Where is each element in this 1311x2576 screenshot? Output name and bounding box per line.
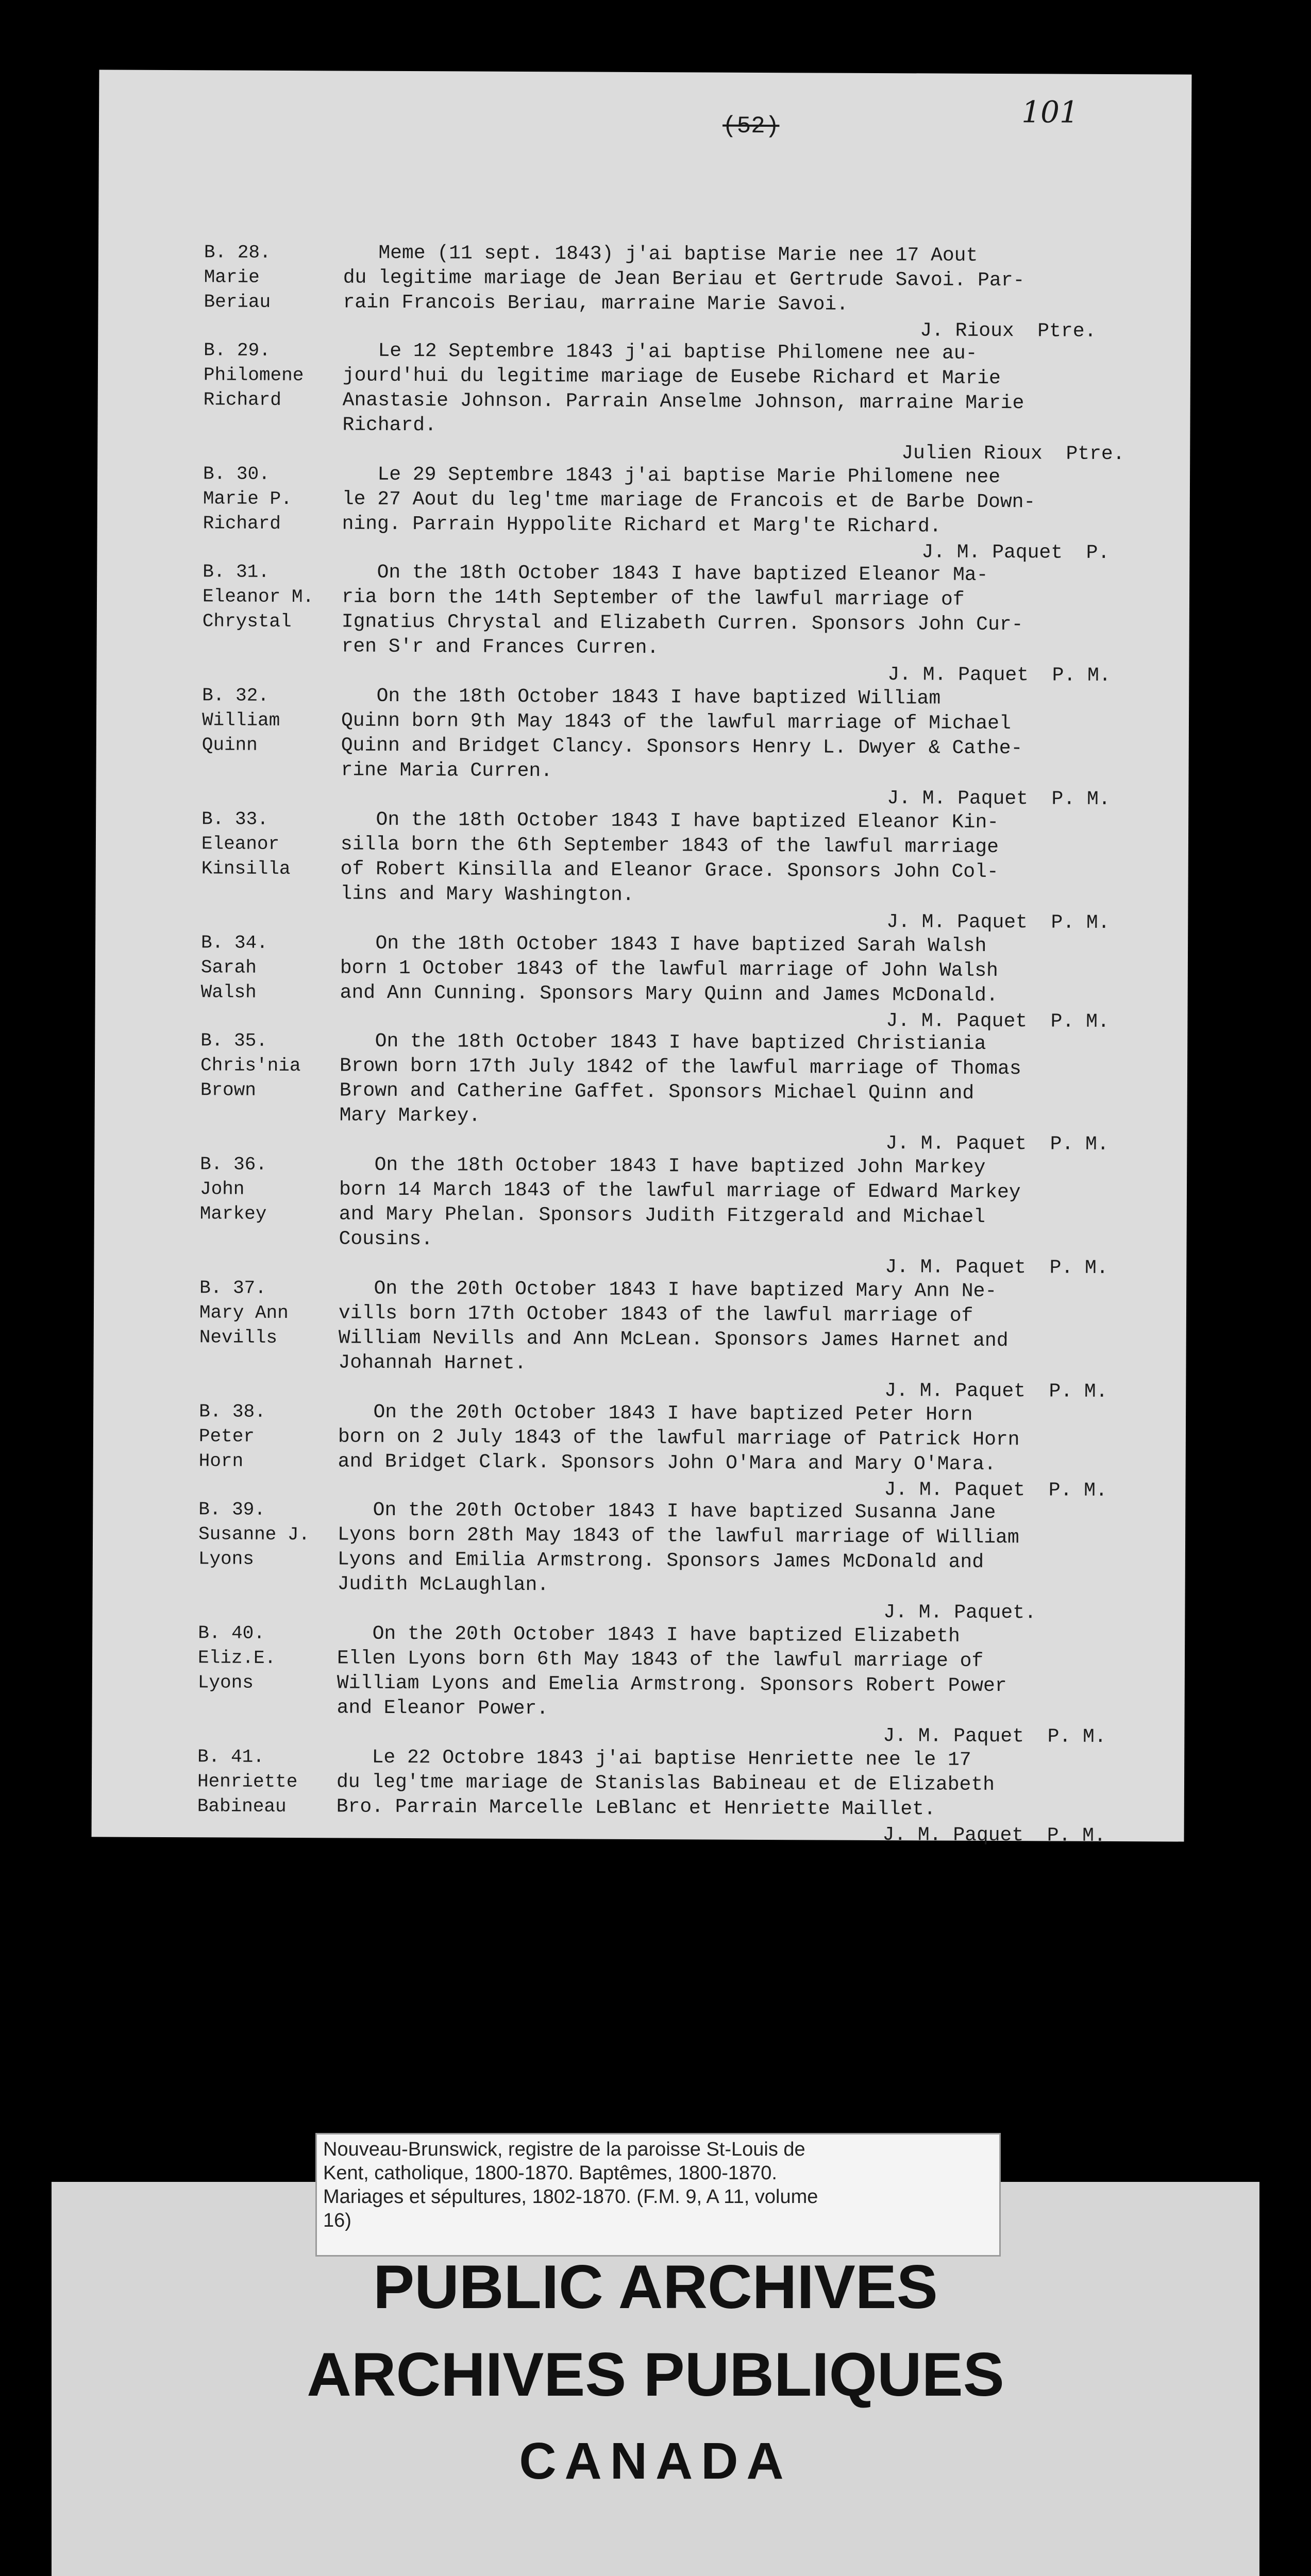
entry-margin-note: B. 30. Marie P. Richard (203, 463, 292, 534)
entry-signature: J. M. Paquet P. M. (886, 911, 1110, 934)
stamp-line-english: PUBLIC ARCHIVES (373, 2252, 938, 2321)
folio-number: 101 (1021, 94, 1079, 130)
entry-text: On the 18th October 1843 I have baptized Sarah Walsh born 1 October 1843 of the lawful marriage of John Walsh and Ann Cunning. Sponsors Mary Quinn and James McDonald. (340, 932, 998, 1007)
entry-margin-note: B. 34. Sarah Walsh (200, 932, 268, 1003)
entry-text: On the 20th October 1843 I have baptized Peter Horn born on 2 July 1843 of the lawful marriage of Patrick Horn and Bridget Clark. Sponsors John O'Mara and Mary O'Mara. (338, 1401, 1020, 1476)
entry-text: On the 20th October 1843 I have baptized Susanna Jane Lyons born 28th May 1843 of the lawful marriage of William Lyons and Emilia Armstrong. Sponsors James McDonald and Judith McLaughlan. (337, 1499, 1019, 1597)
entry-text: On the 18th October 1843 I have baptized Eleanor Kin- silla born the 6th September 1843 of the lawful marriage of Robert Kinsilla and Eleanor Grace. Sponsors John Col- lins and Mary Washington. (340, 808, 999, 906)
entry-signature: J. Rioux Ptre. (920, 319, 1097, 343)
entry-margin-note: B. 32. William Quinn (201, 685, 280, 756)
page-number: (52) (722, 112, 780, 140)
entry-text: Le 12 Septembre 1843 j'ai baptise Philomene nee au- jourd'hui du legitime mariage de Eusebe Richard et Marie Anastasie Johnson. Parrain Anselme Johnson, marraine Marie Richard. (342, 340, 1024, 437)
entry-margin-note: B. 37. Mary Ann Nevills (199, 1277, 289, 1348)
entry-signature: J. M. Paquet P. M. (885, 1256, 1108, 1279)
entry-margin-note: B. 33. Eleanor Kinsilla (201, 808, 291, 880)
entry-text: On the 18th October 1843 I have baptized William Quinn born 9th May 1843 of the lawful marriage of Michael Quinn and Bridget Clancy. Sponsors Henry L. Dwyer & Cathe- rine Maria Curren. (341, 685, 1023, 783)
entry-text: On the 20th October 1843 I have baptized Mary Ann Ne- vills born 17th October 1843 of the lawful marriage of William Nevills and Ann McLean. Sponsors James Harnet and Johannah Harnet. (338, 1277, 1009, 1375)
entry-margin-note: B. 35. Chris'nia Brown (200, 1030, 301, 1101)
entry-signature: J. M. Paquet P. M. (884, 1479, 1107, 1502)
entry-signature: J. M. Paquet P. M. (886, 1010, 1110, 1033)
entry-text: Meme (11 sept. 1843) j'ai baptise Marie nee 17 Aout du legitime mariage de Jean Beriau et Gertrude Savoi. Par- rain Francois Beriau, marraine Marie Savoi. (343, 242, 1025, 316)
register-page (92, 70, 1192, 1847)
entry-text: Le 29 Septembre 1843 j'ai baptise Marie Philomene nee le 27 Aout du leg'tme mariage de Francois et de Barbe Down- ning. Parrain Hyppolite Richard et Marg'te Richard. (342, 463, 1036, 538)
entry-margin-note: B. 31. Eleanor M. Chrystal (202, 561, 314, 633)
baptism-entry (98, 240, 1191, 343)
entry-signature: J. M. Paquet P. M. (885, 1132, 1109, 1156)
archive-label: Nouveau-Brunswick, registre de la paroisse St-Louis de Kent, catholique, 1800-1870. Baptêmes, 1800-1870. Mariages et sépultures, 1802-1870. (F.M. 9, A 11, volume 16) (315, 2133, 1001, 2257)
entry-signature: J. M. Paquet. (883, 1601, 1036, 1624)
entry-signature: J. M. Paquet P. M. (887, 787, 1111, 810)
entry-margin-note: B. 40. Eliz.E. Lyons (197, 1622, 276, 1693)
entry-text: On the 18th October 1843 I have baptized Christiania Brown born 17th July 1842 of the lawful marriage of Thomas Brown and Catherine Gaffet. Sponsors Michael Quinn and Mary Markey. (339, 1030, 1021, 1127)
entry-signature: J. M. Paquet P. M. (882, 1824, 1106, 1847)
entry-margin-note: B. 38. Peter Horn (198, 1401, 266, 1472)
entry-signature: Julien Rioux Ptre. (901, 442, 1125, 466)
entry-margin-note: B. 41. Henriette Babineau (197, 1746, 298, 1818)
entry-signature: J. M. Paquet P. M. (887, 664, 1111, 687)
entry-signature: J. M. Paquet P. (921, 541, 1110, 564)
entry-text: On the 20th October 1843 I have baptized Elizabeth Ellen Lyons born 6th May 1843 of the lawful marriage of William Lyons and Emelia Armstrong. Sponsors Robert Power and Eleanor Power. (337, 1622, 1007, 1720)
entry-margin-note: B. 36. John Markey (199, 1154, 267, 1225)
entry-text: On the 18th October 1843 I have baptized Eleanor Ma- ria born the 14th September of the lawful marriage of Ignatius Chrystal and Elizabeth Curren. Sponsors John Cur- ren S'r and Frances Curren. (341, 561, 1023, 659)
entry-text: Le 22 Octobre 1843 j'ai baptise Henriette nee le 17 du leg'tme mariage de Stanislas Babineau et de Elizabeth Bro. Parrain Marcelle LeBlanc et Henriette Maillet. (336, 1746, 995, 1821)
stamp-line-french: ARCHIVES PUBLIQUES (307, 2340, 1004, 2409)
entry-signature: J. M. Paquet P. M. (883, 1725, 1106, 1748)
entry-margin-note: B. 28. Marie Beriau (204, 242, 271, 313)
entry-margin-note: B. 29. Philomene Richard (203, 340, 304, 411)
stamp-line-country: CANADA (519, 2432, 792, 2490)
entry-signature: J. M. Paquet P. M. (884, 1380, 1108, 1403)
entry-text: On the 18th October 1843 I have baptized John Markey born 14 March 1843 of the lawful marriage of Edward Markey and Mary Phelan. Sponsors Judith Fitzgerald and Michael Cousins. (339, 1154, 1021, 1251)
entry-margin-note: B. 39. Susanne J. Lyons (198, 1499, 310, 1570)
